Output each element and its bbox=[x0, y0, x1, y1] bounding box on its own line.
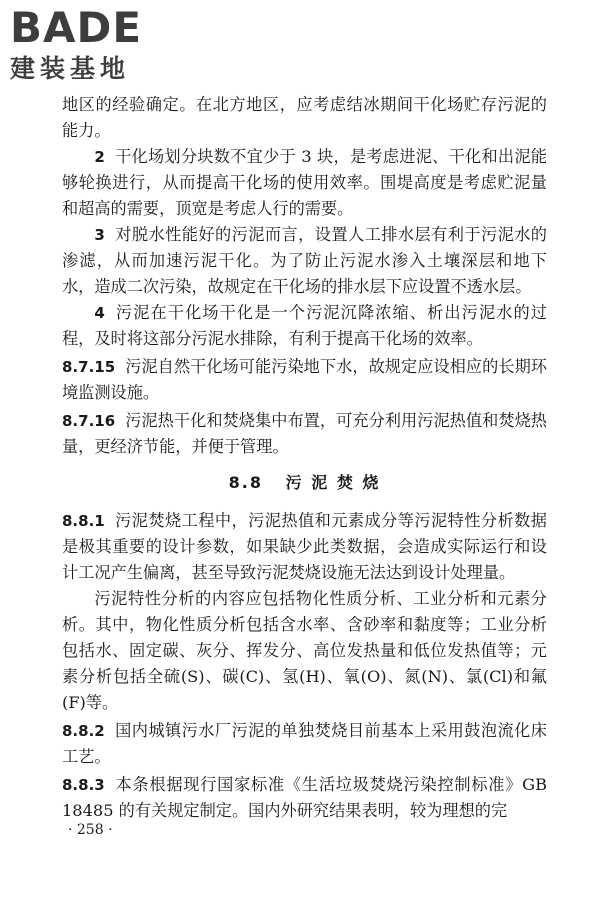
clause-paragraph bbox=[62, 772, 547, 824]
clause-paragraph bbox=[62, 354, 547, 406]
list-item bbox=[62, 222, 547, 300]
item-number: 3 bbox=[94, 226, 105, 244]
clause-number: 8.8.3 bbox=[62, 776, 105, 794]
paragraph-text: 本条根据现行国家标准《生活垃圾焚烧污染控制标准》GB 18485 的有关规定制定。国内外研究结果表明，较为理想的完 bbox=[62, 775, 547, 820]
section-number: 8.8 bbox=[228, 473, 263, 492]
paragraph bbox=[62, 586, 547, 716]
logo-wordmark: BADE bbox=[10, 3, 143, 52]
logo-subtitle: 建装基地 bbox=[10, 54, 131, 83]
section-spacer bbox=[263, 473, 286, 492]
paragraph-text: 干化场划分块数不宜少于 3 块，是考虑进泥、干化和出泥能够轮换进行，从而提高干化场的使用效率。围堤高度是考虑贮泥量和超高的需要，顶宽是考虑人行的需要。 bbox=[62, 147, 547, 218]
list-item bbox=[62, 144, 547, 222]
paragraph-text: 地区的经验确定。在北方地区，应考虑结冰期间干化场贮存污泥的能力。 bbox=[62, 95, 547, 140]
document-body bbox=[62, 92, 547, 824]
section-heading bbox=[62, 470, 547, 496]
clause-paragraph bbox=[62, 408, 547, 460]
paragraph-text: 污泥特性分析的内容应包括物化性质分析、工业分析和元素分析。其中，物化性质分析包括含水率、含砂率和黏度等；工业分析包括水、固定碳、灰分、挥发分、高位发热量和低位发热值等；元素分析包括全硫(S)、碳(C)、氢(H)、氧(O)、氮(N)、氯(Cl)和氟(F)等。 bbox=[62, 589, 547, 712]
clause-paragraph bbox=[62, 718, 547, 770]
paragraphs-top bbox=[62, 92, 547, 460]
section-title: 污 泥 焚 烧 bbox=[285, 473, 381, 492]
item-number: 2 bbox=[94, 148, 105, 166]
logo bbox=[10, 3, 175, 86]
paragraph-text: 污泥焚烧工程中，污泥热值和元素成分等污泥特性分析数据是极其重要的设计参数，如果缺少此类数据，会造成实际运行和设计工况产生偏离，甚至导致污泥焚烧设施无法达到设计处理量。 bbox=[62, 511, 547, 582]
paragraph-text: 国内城镇污水厂污泥的单独焚烧目前基本上采用鼓泡流化床工艺。 bbox=[62, 721, 547, 766]
list-item bbox=[62, 300, 547, 352]
paragraph-text: 对脱水性能好的污泥而言，设置人工排水层有利于污泥水的渗滤，从而加速污泥干化。为了防止污泥水渗入土壤深层和地下水，造成二次污染，故规定在干化场的排水层下应设置不透水层。 bbox=[62, 225, 547, 296]
paragraphs-bottom bbox=[62, 508, 547, 824]
clause-number: 8.7.16 bbox=[62, 412, 116, 430]
clause-number: 8.7.15 bbox=[62, 358, 116, 376]
paragraph-text: 污泥自然干化场可能污染地下水，故规定应设相应的长期环境监测设施。 bbox=[62, 357, 547, 402]
paragraph-text: 污泥在干化场干化是一个污泥沉降浓缩、析出污泥水的过程，及时将这部分污泥水排除，有利于提高干化场的效率。 bbox=[62, 303, 547, 348]
paragraph bbox=[62, 92, 547, 144]
page-number: · 258 · bbox=[68, 822, 113, 838]
clause-paragraph bbox=[62, 508, 547, 586]
clause-number: 8.8.2 bbox=[62, 722, 105, 740]
paragraph-text: 污泥热干化和焚烧集中布置，可充分利用污泥热值和焚烧热量，更经济节能，并便于管理。 bbox=[62, 411, 547, 456]
item-number: 4 bbox=[94, 304, 105, 322]
clause-number: 8.8.1 bbox=[62, 512, 105, 530]
